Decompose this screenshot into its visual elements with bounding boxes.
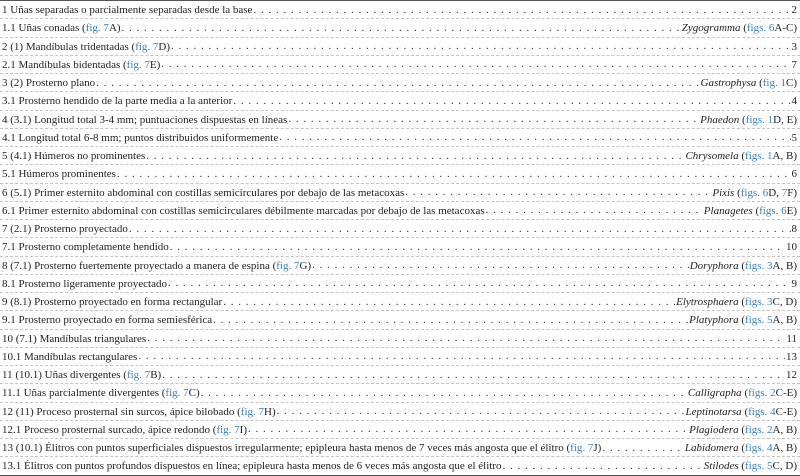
couplet-result [792,278,798,290]
result-text: 4 [791,95,797,108]
figure-reference-link[interactable]: fig. 1 [762,77,786,90]
key-couplet-row [0,439,800,457]
couplet-text-segment: 9.1 Prosterno proyectado en forma semiesférica [2,314,213,327]
couplet-text-segment: G) [299,259,312,272]
couplet-text-segment: 7.1 Prosterno completamente hendido [2,241,169,254]
couplet-text-segment: 2.1 Mandíbulas bidentadas ( [2,58,127,71]
figure-reference-link[interactable]: figs. 5 [745,460,773,473]
figure-reference-link[interactable]: fig. 7 [126,58,150,71]
result-text: ( [738,296,746,309]
key-couplet-row [0,56,800,74]
result-text: A, B) [772,150,797,163]
dot-leader [147,332,785,345]
key-couplet-row [0,403,800,421]
dot-leader [288,113,699,126]
dot-leader [122,22,681,35]
figure-reference-link[interactable]: fig. 7 [165,387,189,400]
couplet-result [682,22,797,34]
figure-reference-link[interactable]: 7 [781,186,788,199]
figure-reference-link[interactable]: figs. 1 [745,150,773,163]
couplet-description [2,223,128,235]
figure-reference-link[interactable]: fig. 7 [126,369,151,382]
figure-reference-link[interactable]: figs. 6 [759,204,787,217]
couplet-text-segment: 13 (10.1) Élitros con puntos superficiales dispuestos irregularmente; epipleura hasta menos de 7 veces más angosta que el élitro ( [2,442,571,455]
key-couplet-row [0,293,800,311]
couplet-text-segment: 5 (4.1) Húmeros no prominentes [2,150,146,163]
figure-reference-link[interactable]: fig. 7 [570,442,594,455]
couplet-text-segment: 3 (2) Prosterno plano [2,77,96,90]
dot-leader [170,241,785,254]
couplet-text-segment: 10.1 Mandíbulas rectangulares [2,350,138,363]
couplet-result [792,168,798,180]
couplet-text-segment: 11.1 Uñas parcialmente divergentes ( [2,387,166,400]
key-couplet-row [0,111,800,129]
couplet-description [2,333,146,345]
genus-name: Plagiodera [689,423,739,436]
couplet-description [2,150,145,162]
result-text: ( [741,405,749,418]
couplet-description [2,114,287,126]
result-text: 6 [791,168,797,181]
figure-reference-link[interactable]: fig. 7 [85,22,109,35]
dot-leader [277,405,685,418]
couplet-result [786,351,797,363]
genus-name: Calligrapha [687,387,742,400]
couplet-description [2,41,170,53]
figure-reference-link[interactable]: figs. 6 [740,186,769,199]
result-text: D, [768,186,782,199]
couplet-description [2,187,404,199]
key-couplet-row [0,457,800,475]
result-text: C-E) [775,387,797,400]
key-couplet-row [0,74,800,92]
result-text: A, B) [772,442,797,455]
figure-reference-link[interactable]: figs. 3 [745,259,773,272]
couplet-result [689,424,797,436]
couplet-text-segment: 8.1 Prosterno ligeramente proyectado [2,277,167,290]
couplet-description [2,59,160,71]
figure-reference-link[interactable]: figs. 2 [748,387,776,400]
genus-name: Zygogramma [681,22,741,35]
genus-name: Stilodes [703,460,739,473]
result-text: E) [786,204,797,217]
key-couplet-row [0,165,800,183]
couplet-result [792,4,798,16]
key-couplet-row [0,1,800,19]
dot-leader [233,95,790,108]
figure-reference-link[interactable]: figs. 1 [745,113,774,126]
dot-leader [486,204,703,217]
couplet-text-segment: E) [149,58,161,71]
result-text: 8 [791,223,797,236]
dot-leader [602,442,683,455]
result-text: ( [738,150,746,163]
couplet-description [2,22,121,34]
result-text: 13 [786,350,797,363]
couplet-text-segment: 12.1 Proceso prosternal surcado, ápice redondo ( [2,423,217,436]
couplet-description [2,95,232,107]
result-text: A, B) [772,259,797,272]
couplet-description [2,460,501,472]
key-couplet-row [0,19,800,37]
couplet-result [712,187,797,199]
key-couplet-row [0,38,800,56]
dot-leader [129,223,791,236]
couplet-text-segment: J) [593,442,602,455]
result-text: 9 [791,277,797,290]
result-text: ( [740,22,747,35]
result-text: A-C) [774,22,797,35]
genus-name: Doryphora [689,259,739,272]
key-couplet-row [0,257,800,275]
dot-leader [312,259,689,272]
couplet-text-segment: I) [239,423,247,436]
dot-leader [117,168,791,181]
dot-leader [146,150,684,163]
couplet-result [792,41,798,53]
couplet-description [2,260,311,272]
result-text: C) [786,77,797,90]
figure-reference-link[interactable]: fig. 7 [240,405,265,418]
couplet-text-segment: B) [150,369,162,382]
result-text: 5 [791,131,797,144]
key-couplet-row [0,421,800,439]
result-text: 3 [791,40,797,53]
couplet-text-segment: H) [264,405,276,418]
result-text: 7 [791,58,797,71]
result-text: 12 [786,369,797,382]
couplet-description [2,351,137,363]
result-text: F) [787,186,797,199]
figure-reference-link[interactable]: fig. 7 [135,40,159,53]
key-couplet-row [0,220,800,238]
key-couplet-row [0,384,800,402]
couplet-result [685,406,797,418]
couplet-description [2,4,252,16]
couplet-result [689,314,797,326]
couplet-text-segment: 13.1 Élitros con puntos profundos dispuestos en línea; epipleura hasta menos de 6 veces más angosta que el élitro [2,460,502,473]
result-text: ( [738,460,746,473]
result-text: 11 [786,332,797,345]
key-couplet-row [0,129,800,147]
genus-name: Elytrosphaera [676,296,739,309]
dot-leader [279,131,790,144]
key-couplet-row [0,202,800,220]
figure-reference-link[interactable]: figs. 2 [745,423,773,436]
couplet-text-segment: 10 (7.1) Mandíbulas triangulares [2,332,147,345]
key-couplet-row [0,184,800,202]
couplet-text-segment: 6 (5.1) Primer esternito abdominal con costillas semicirculares por debajo de las metacoxas [2,186,405,199]
key-couplet-row [0,366,800,384]
dot-leader [138,350,785,363]
couplet-text-segment: D) [158,40,171,53]
couplet-result [786,333,797,345]
figure-reference-link[interactable]: figs. 4 [748,405,776,418]
key-couplet-row [0,147,800,165]
result-text: ( [756,77,763,90]
dot-leader [405,186,711,199]
result-text: ( [734,186,741,199]
genus-name: Platyphora [689,314,739,327]
couplet-result [701,77,797,89]
couplet-description [2,296,222,308]
couplet-result [676,296,797,308]
genus-name: Gastrophysa [700,77,757,90]
dot-leader [502,460,702,473]
result-text: 2 [791,4,797,17]
couplet-text-segment: 4 (3.1) Longitud total 3-4 mm; puntuaciones dispuestas en líneas [2,113,288,126]
figure-reference-link[interactable]: figs. 3 [745,296,773,309]
couplet-text-segment: 3.1 Prosterno hendido de la parte media a la anterior [2,95,233,108]
couplet-result [688,387,797,399]
genus-name: Labidomera [684,442,739,455]
genus-name: Leptinotarsa [685,405,742,418]
couplet-result [792,223,798,235]
couplet-description [2,406,276,418]
key-couplet-row [0,348,800,366]
couplet-text-segment: 1 Uñas separadas o parcialmente separadas desde la base [2,4,253,17]
dot-leader [201,387,687,400]
result-text: ( [738,442,746,455]
result-text: ( [739,113,746,126]
couplet-text-segment: 7 (2.1) Prosterno proyectado [2,223,128,236]
couplet-description [2,168,116,180]
result-text: ( [738,423,746,436]
dot-leader [161,58,790,71]
couplet-description [2,314,212,326]
result-text: A, B) [772,423,797,436]
couplet-result [704,205,797,217]
result-text: D, E) [773,113,797,126]
couplet-result [685,150,797,162]
dot-leader [223,296,675,309]
key-couplet-row [0,238,800,256]
figure-reference-link[interactable]: fig. 7 [276,259,300,272]
couplet-description [2,442,601,454]
dot-leader [253,4,790,17]
result-text: ( [741,387,749,400]
couplet-result [786,369,797,381]
key-couplet-row [0,330,800,348]
result-text: C-E) [775,405,797,418]
couplet-result [792,95,798,107]
couplet-result [700,114,797,126]
couplet-description [2,387,200,399]
key-couplet-row [0,311,800,329]
result-text: C, D) [772,460,797,473]
couplet-text-segment: A) [108,22,121,35]
couplet-description [2,369,161,381]
dot-leader [168,277,791,290]
couplet-result [685,442,797,454]
figure-reference-link[interactable]: figs. 4 [745,442,773,455]
couplet-text-segment: C) [188,387,200,400]
dot-leader [248,423,688,436]
figure-reference-link[interactable]: fig. 7 [216,423,240,436]
couplet-text-segment: 4.1 Longitud total 6-8 mm; puntos distribuidos uniformemente [2,131,279,144]
couplet-text-segment: 8 (7.1) Prosterno fuertemente proyectado a manera de espina ( [2,259,277,272]
dot-leader [162,369,785,382]
key-couplet-row [0,92,800,110]
result-text: ( [752,204,760,217]
genus-name: Planagetes [703,204,753,217]
dot-leader [213,314,688,327]
figure-reference-link[interactable]: figs. 6 [746,22,775,35]
result-text: ( [738,314,746,327]
couplet-description [2,241,169,253]
couplet-result [704,460,797,472]
couplet-result [690,260,797,272]
couplet-result [792,59,798,71]
couplet-result [786,241,797,253]
couplet-result [792,132,798,144]
couplet-text-segment: 5.1 Húmeros prominentes [2,168,116,181]
couplet-description [2,132,278,144]
dot-leader [96,77,699,90]
couplet-description [2,424,247,436]
couplet-text-segment: 2 (1) Mandíbulas tridentadas ( [2,40,136,53]
couplet-description [2,278,167,290]
key-couplet-row [0,275,800,293]
result-text: 10 [786,241,797,254]
result-text: ( [738,259,746,272]
couplet-description [2,77,95,89]
result-text: A, B) [772,314,797,327]
couplet-text-segment: 12 (11) Proceso prosternal sin surcos, ápice bilobado ( [2,405,241,418]
genus-name: Chrysomela [685,150,739,163]
couplet-text-segment: 9 (8.1) Prosterno proyectado en forma rectangular [2,296,223,309]
dot-leader [171,40,790,53]
figure-reference-link[interactable]: figs. 5 [745,314,773,327]
genus-name: Pixis [712,186,735,199]
couplet-text-segment: 11 (10.1) Uñas divergentes ( [2,369,127,382]
result-text: C, D) [772,296,797,309]
couplet-text-segment: 6.1 Primer esternito abdominal con costillas semicirculares débilmente marcadas por debajo de las metacoxas [2,204,485,217]
couplet-description [2,205,485,217]
couplet-text-segment: 1.1 Uñas conadas ( [2,22,86,35]
genus-name: Phaedon [700,113,740,126]
